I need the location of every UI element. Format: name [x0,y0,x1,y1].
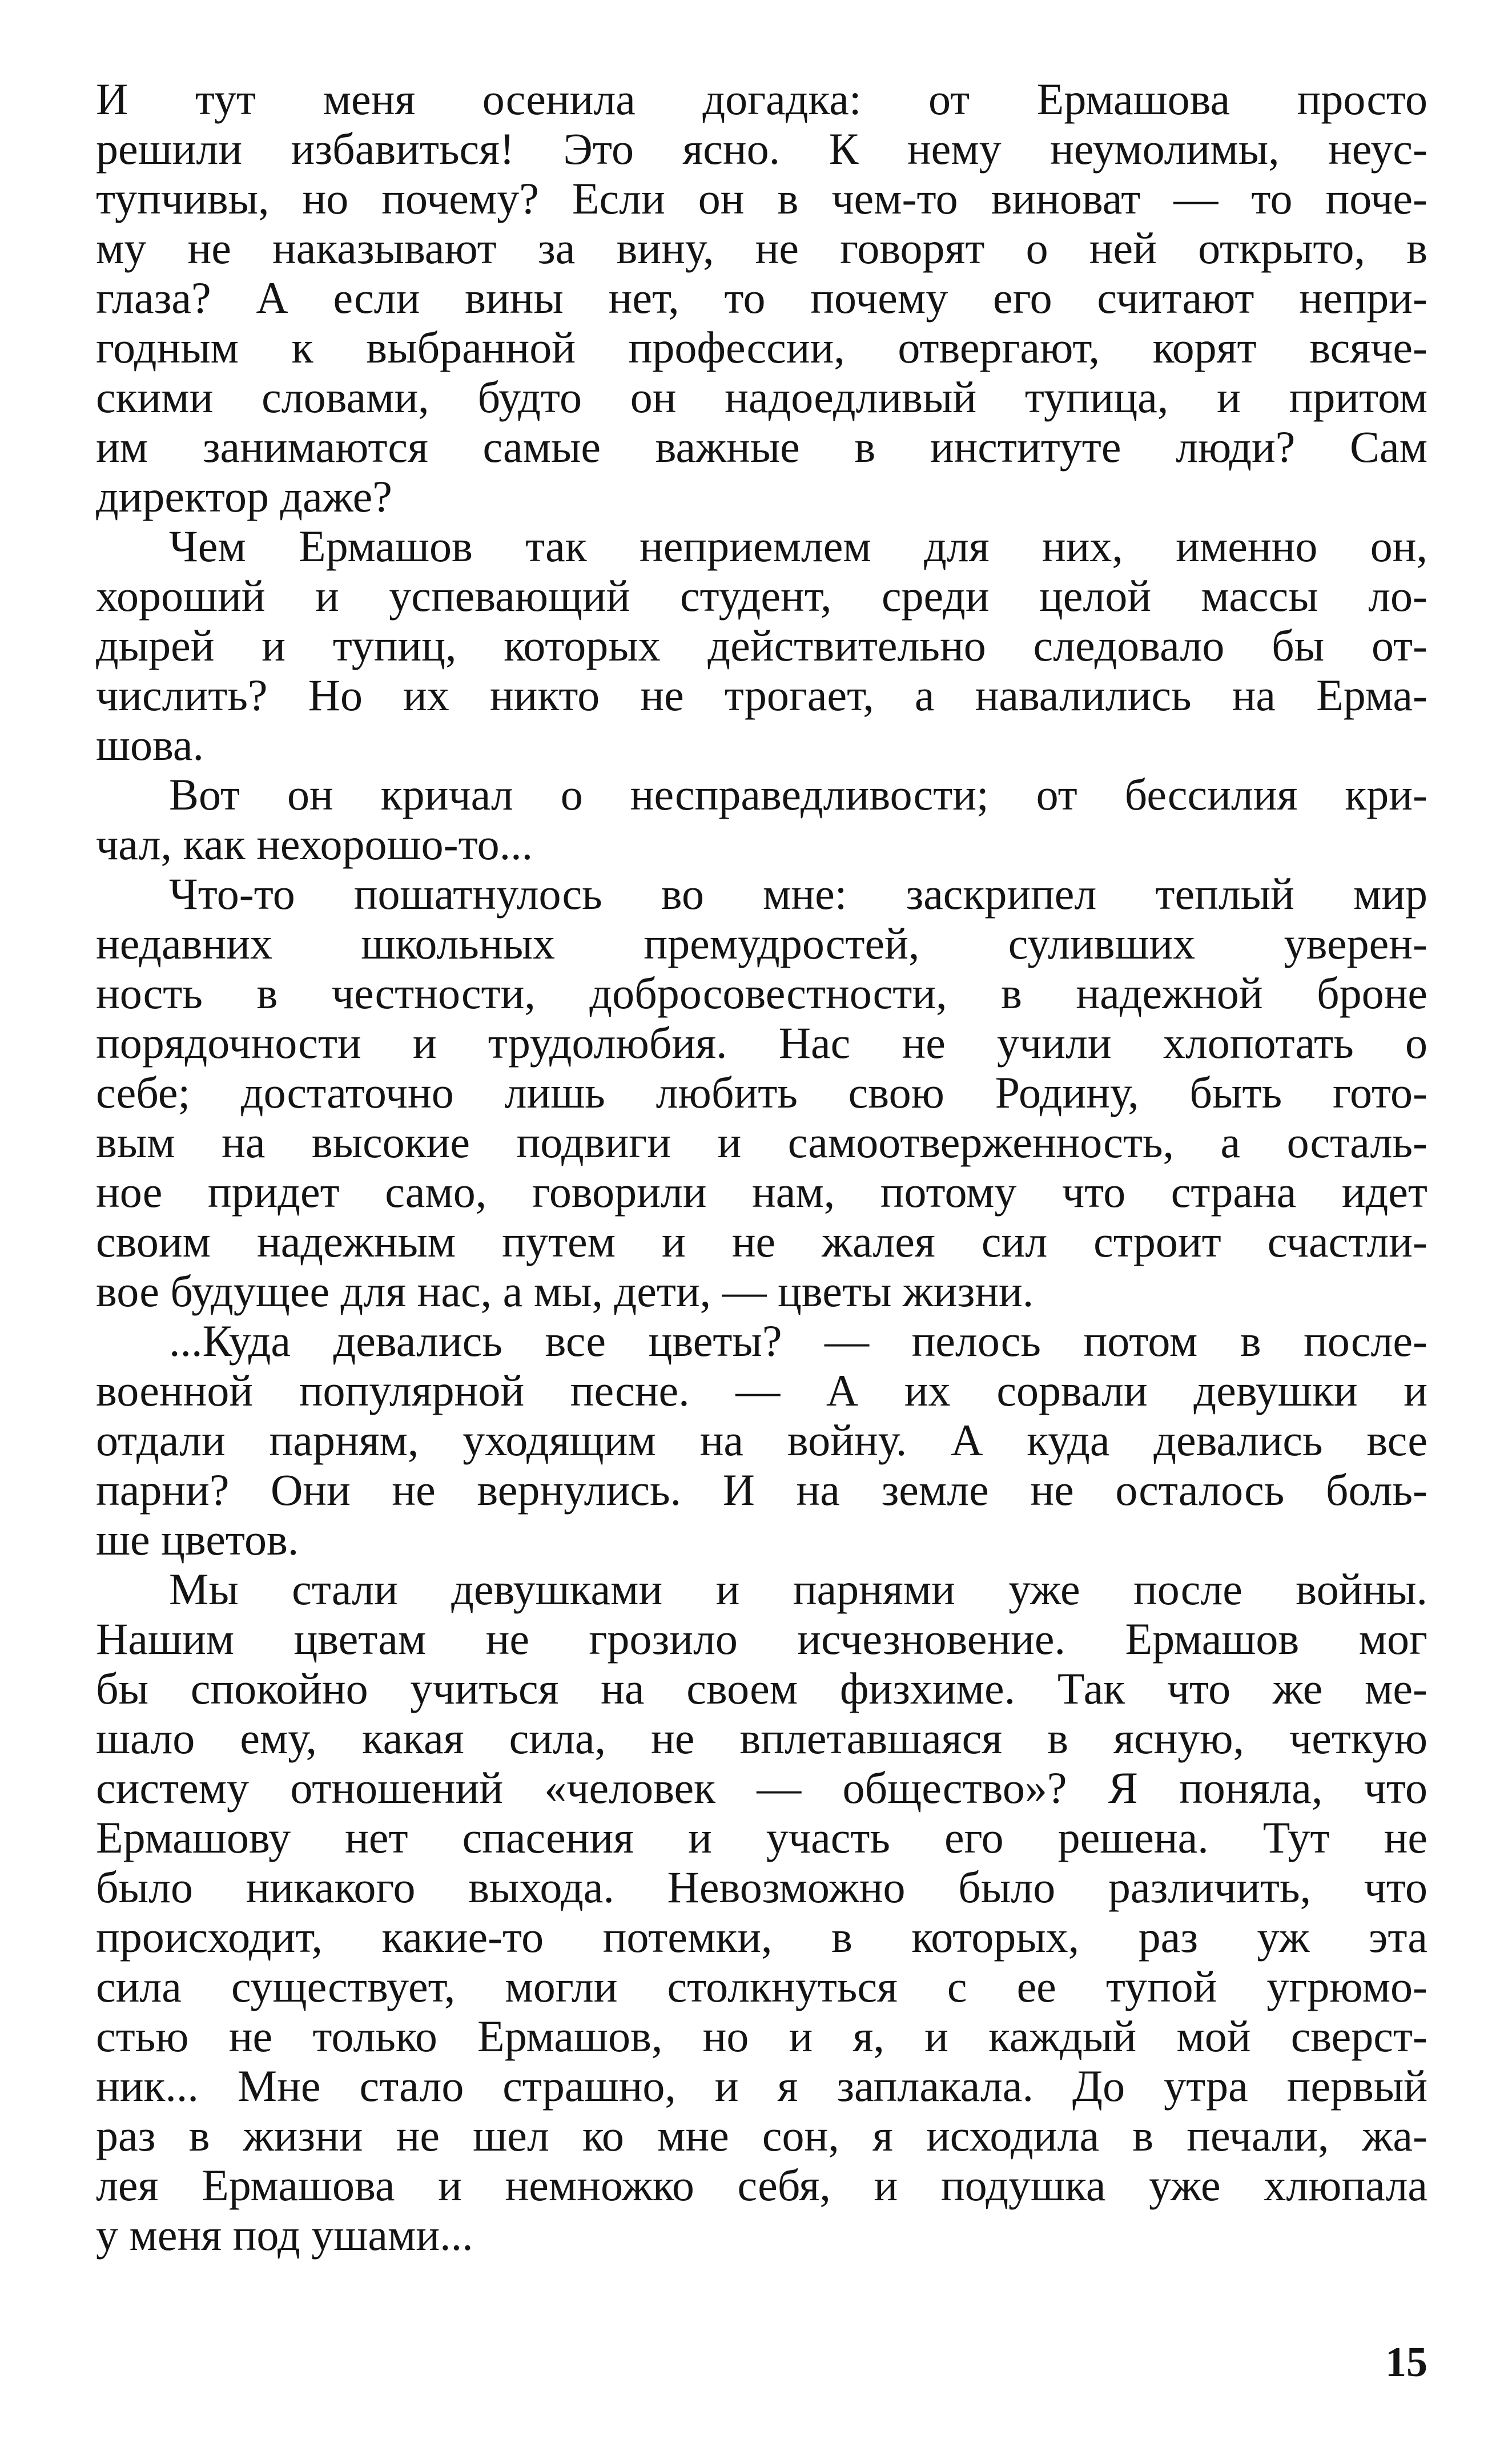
text-line: парни? Они не вернулись. И на земле не осталось боль- [96,1465,1427,1515]
text-line: шало ему, какая сила, не вплетавшаяся в ясную, четкую [96,1713,1427,1763]
text-line: порядочности и трудолюбия. Нас не учили хлопотать о [96,1018,1427,1068]
text-line: бы спокойно учиться на своем физхиме. Так что же ме- [96,1664,1427,1713]
text-line: своим надежным путем и не жалея сил строит счастли- [96,1217,1427,1266]
text-line: ...Куда девались все цветы? — пелось потом в после- [169,1316,1427,1366]
text-line: военной популярной песне. — А их сорвали девушки и [96,1366,1427,1415]
text-line: чал, как нехорошо-то... [96,819,533,869]
text-line: ше цветов. [96,1515,299,1564]
page-number: 15 [1385,2339,1427,2386]
text-line: хороший и успевающий студент, среди целой массы ло- [96,571,1427,621]
text-line: директор даже? [96,472,392,521]
text-line: глаза? А если вины нет, то почему его считают непри- [96,273,1427,323]
text-line: им занимаются самые важные в институте люди? Сам [96,422,1427,472]
text-line: было никакого выхода. Невозможно было различить, что [96,1862,1427,1912]
text-line: Что-то пошатнулось во мне: заскрипел теплый мир [169,869,1427,919]
text-line: раз в жизни не шел ко мне сон, я исходила в печали, жа- [96,2111,1427,2160]
text-line: систему отношений «человек — общество»? Я поняла, что [96,1763,1427,1813]
text-line: вым на высокие подвиги и самоотверженность, а осталь- [96,1117,1427,1167]
text-line: дырей и тупиц, которых действительно следовало бы от- [96,621,1427,670]
text-line: недавних школьных премудростей, суливших уверен- [96,919,1427,968]
text-line: ник... Мне стало страшно, и я заплакала. До утра первый [96,2061,1427,2111]
text-line: И тут меня осенила догадка: от Ермашова просто [96,74,1427,124]
text-line: решили избавиться! Это ясно. К нему неумолимы, неус- [96,124,1427,174]
text-line: у меня под ушами... [96,2210,473,2260]
text-line: сила существует, могли столкнуться с ее тупой угрюмо- [96,1962,1427,2011]
text-line: вое будущее для нас, а мы, дети, — цветы жизни. [96,1266,1034,1316]
text-line: Ермашову нет спасения и участь его решена. Тут не [96,1813,1427,1862]
text-line: Нашим цветам не грозило исчезновение. Ермашов мог [96,1614,1427,1664]
text-line: ное придет само, говорили нам, потому что страна идет [96,1167,1427,1217]
text-line: годным к выбранной профессии, отвергают, корят всяче- [96,323,1427,372]
text-line: Вот он кричал о несправедливости; от бессилия кри- [169,770,1427,819]
text-line: числить? Но их никто не трогает, а навалились на Ерма- [96,670,1427,720]
text-line: ность в честности, добросовестности, в надежной броне [96,968,1427,1018]
text-line: тупчивы, но почему? Если он в чем-то виноват — то поче- [96,174,1427,223]
text-line: му не наказывают за вину, не говорят о ней открыто, в [96,223,1427,273]
text-line: происходит, какие-то потемки, в которых, раз уж эта [96,1912,1427,1962]
text-line: себе; достаточно лишь любить свою Родину, быть гото- [96,1068,1427,1117]
text-line: Мы стали девушками и парнями уже после войны. [169,1564,1427,1614]
text-line: стью не только Ермашов, но и я, и каждый мой сверст- [96,2011,1427,2061]
text-line: скими словами, будто он надоедливый тупица, и притом [96,372,1427,422]
text-line: шова. [96,720,204,770]
text-line: Чем Ермашов так неприемлем для них, именно он, [169,521,1427,571]
body-text [96,74,1427,2260]
text-line: отдали парням, уходящим на войну. А куда девались все [96,1415,1427,1465]
text-line: лея Ермашова и немножко себя, и подушка уже хлюпала [96,2160,1427,2210]
